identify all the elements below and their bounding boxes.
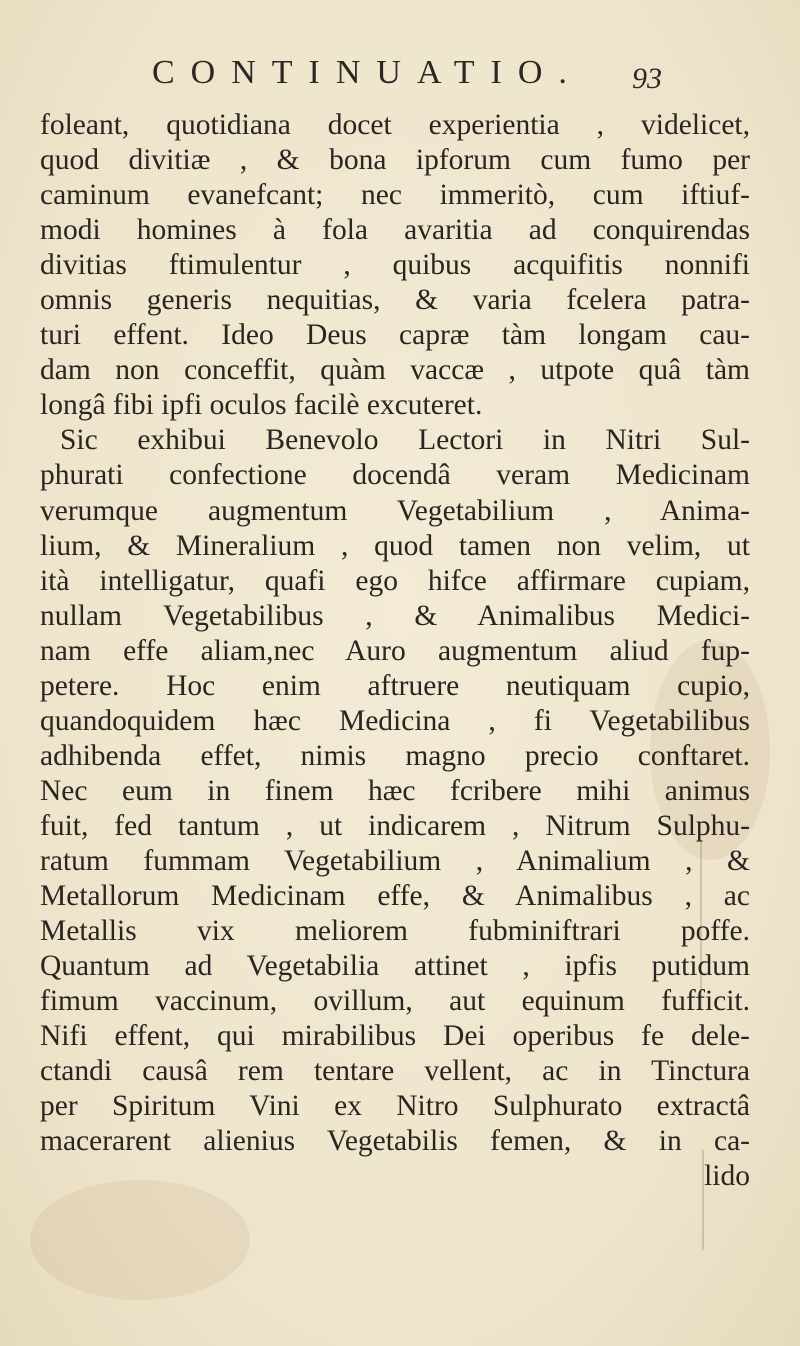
page-header <box>0 46 800 106</box>
body-text <box>40 108 750 1194</box>
text-line: quod divitiæ , & bona ipforum cum fumo per <box>40 144 750 177</box>
text-line: Sic exhibui Benevolo Lectori in Nitri Sul- <box>60 424 750 457</box>
text-line: nullam Vegetabilibus , & Animalibus Medici- <box>40 599 750 632</box>
text-line: lium, & Mineralium , quod tamen non velim, ut <box>40 529 750 562</box>
text-line: caminum evanefcant; nec immeritò, cum iftiuf- <box>40 179 750 212</box>
text-line: Nec eum in finem hæc fcribere mihi animus <box>40 774 750 807</box>
text-line: quandoquidem hæc Medicina , fi Vegetabilibus <box>40 704 750 737</box>
page-number: 93 <box>632 62 662 95</box>
text-line: phurati confectione docendâ veram Medicinam <box>40 459 750 492</box>
text-line: nam effe aliam,nec Auro augmentum aliud fup- <box>40 634 750 667</box>
text-line: turi effent. Ideo Deus capræ tàm longam cau- <box>40 319 750 352</box>
text-line: Nifi effent, qui mirabilibus Dei operibus fe dele- <box>40 1020 750 1053</box>
text-line: Metallorum Medicinam effe, & Animalibus , ac <box>40 880 750 913</box>
text-line: ratum fummam Vegetabilium , Animalium , & <box>40 844 750 877</box>
text-line: adhibenda effet, nimis magno precio conftaret. <box>40 739 750 772</box>
text-line: omnis generis nequitias, & varia fcelera patra- <box>40 284 750 317</box>
text-line: fuit, fed tantum , ut indicarem , Nitrum Sulphu- <box>40 809 750 842</box>
catchword: lido <box>704 1160 750 1193</box>
text-line: fimum vaccinum, ovillum, aut equinum fufficit. <box>40 985 750 1018</box>
text-line: foleant, quotidiana docet experientia , videlicet, <box>40 109 750 141</box>
text-line: ità intelligatur, quafi ego hifce affirmare cupiam, <box>40 564 750 597</box>
text-line: per Spiritum Vini ex Nitro Sulphurato extractâ <box>40 1090 750 1123</box>
text-line: Metallis vix meliorem fubminiftrari poffe. <box>40 915 750 948</box>
text-line: ctandi causâ rem tentare vellent, ac in Tinctura <box>40 1055 750 1088</box>
text-line: petere. Hoc enim aftruere neutiquam cupio, <box>40 669 750 702</box>
text-line: Quantum ad Vegetabilia attinet , ipfis putidum <box>40 950 750 983</box>
text-line: dam non conceffit, quàm vaccæ , utpote quâ tàm <box>40 354 750 387</box>
text-line: verumque augmentum Vegetabilium , Anima- <box>40 494 750 527</box>
text-line: divitias ftimulentur , quibus acquifitis nonnifi <box>40 249 750 282</box>
paper-stain <box>30 1180 250 1300</box>
text-line: macerarent alienius Vegetabilis femen, & in ca- <box>40 1125 750 1158</box>
text-line: longâ fibi ipfi oculos facilè excuteret. <box>40 389 483 422</box>
running-head: CONTINUATIO. <box>152 54 583 91</box>
text-line: modi homines à fola avaritia ad conquirendas <box>40 214 750 247</box>
